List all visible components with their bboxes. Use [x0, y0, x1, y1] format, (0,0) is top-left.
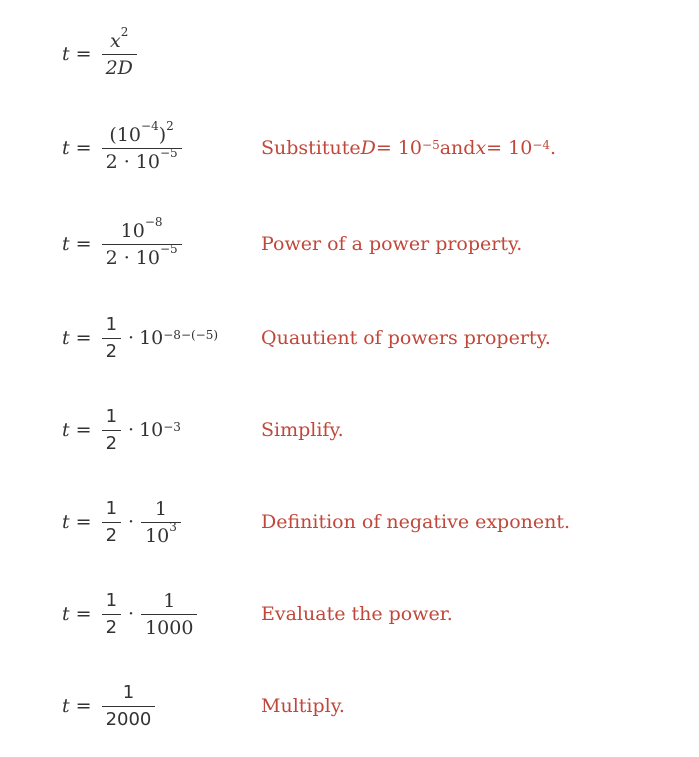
fraction	[102, 315, 121, 362]
multiply-dot: ·	[128, 511, 135, 533]
numerator-base: (10	[109, 123, 142, 146]
equation	[62, 214, 184, 274]
equals-sign: =	[75, 327, 92, 349]
numerator: 1	[154, 497, 168, 520]
exponent: 2	[120, 25, 129, 40]
step-row	[0, 492, 699, 552]
denominator-base: 10	[145, 524, 170, 547]
fraction	[102, 119, 182, 173]
step-row	[0, 676, 699, 736]
lhs-variable: t	[62, 419, 70, 441]
equation	[62, 118, 184, 178]
lhs-variable: t	[62, 233, 70, 255]
step-explanation: Definition of negative exponent.	[261, 511, 571, 533]
power-base: 10	[139, 327, 164, 349]
fraction	[102, 407, 121, 454]
note-text: Substitute	[261, 137, 361, 159]
lhs-variable: t	[62, 327, 70, 349]
exponent: 3	[169, 520, 177, 535]
denominator-base: 2 · 10	[105, 150, 160, 173]
fraction	[102, 25, 137, 79]
fraction	[141, 591, 197, 638]
exponent: −5	[159, 146, 178, 161]
numerator: 1	[163, 589, 176, 612]
denominator: 2D	[102, 54, 137, 78]
step-explanation: Quautient of powers property.	[261, 327, 551, 349]
close-paren: )	[158, 123, 167, 146]
step-row	[0, 214, 699, 274]
step-row	[0, 308, 699, 368]
denominator: 2	[102, 430, 121, 454]
numerator: 1	[105, 405, 118, 427]
equals-sign: =	[75, 137, 92, 159]
exponent: −5	[159, 242, 178, 257]
multiply-dot: ·	[128, 419, 135, 441]
denominator: 2	[102, 338, 121, 362]
note-text: and	[439, 137, 476, 159]
numerator: 1	[105, 313, 118, 335]
lhs-variable: t	[62, 695, 70, 717]
fraction	[102, 591, 121, 638]
note-variable: D	[360, 137, 376, 159]
numerator: 1	[105, 589, 118, 611]
fraction	[102, 499, 121, 546]
numerator	[106, 25, 132, 54]
lhs-variable: t	[62, 137, 70, 159]
numerator	[117, 215, 167, 244]
denominator-base: 2 · 10	[105, 246, 160, 269]
step-row	[0, 24, 699, 84]
equals-sign: =	[75, 511, 92, 533]
denominator: 2000	[102, 706, 156, 730]
equals-sign: =	[75, 43, 92, 65]
equals-sign: =	[75, 419, 92, 441]
numerator-variable: x	[110, 29, 121, 52]
exponent: −8	[144, 215, 163, 230]
step-explanation: Power of a power property.	[261, 233, 523, 255]
multiply-dot: ·	[128, 603, 135, 625]
power-base: 10	[139, 419, 164, 441]
lhs-variable: t	[62, 603, 70, 625]
equation	[62, 676, 157, 736]
lhs-variable: t	[62, 43, 70, 65]
denominator	[141, 522, 181, 546]
outer-exponent: 2	[166, 119, 174, 134]
step-explanation: Evaluate the power.	[261, 603, 453, 625]
note-variable: x	[475, 137, 487, 159]
step-explanation: Multiply.	[261, 695, 345, 717]
fraction	[141, 499, 181, 546]
equation: t = $\frac{1}{2}$ · 10 $^{-8-(-5)}$	[62, 313, 219, 362]
multiply-dot: ·	[128, 327, 135, 349]
denominator	[102, 244, 182, 268]
equation	[62, 492, 183, 552]
step-row	[0, 400, 699, 460]
inner-exponent: −4	[141, 119, 159, 134]
denominator: 2	[102, 614, 121, 638]
numerator: 1	[105, 497, 118, 519]
fraction	[102, 683, 156, 730]
denominator: 2	[102, 522, 121, 546]
step-row	[0, 584, 699, 644]
step-row	[0, 118, 699, 178]
numerator-base: 10	[120, 219, 145, 242]
denominator: 1000	[141, 614, 197, 638]
note-text: .	[550, 137, 557, 159]
equals-sign: =	[75, 603, 92, 625]
equation	[62, 24, 139, 84]
fraction	[102, 215, 182, 269]
equals-sign: =	[75, 695, 92, 717]
equals-sign: =	[75, 233, 92, 255]
equation: t = $\frac{1}{2}$ · 10 $^{-3}$	[62, 405, 181, 454]
note-text: = 10	[486, 137, 533, 159]
step-explanation: Simplify.	[261, 419, 344, 441]
step-explanation: Substitute D = 10 $^{-5}$ and x = 10 $^{-4}$ .	[261, 137, 557, 159]
denominator	[102, 148, 182, 172]
numerator	[105, 119, 177, 148]
lhs-variable: t	[62, 511, 70, 533]
numerator: 1	[122, 681, 135, 703]
equation	[62, 584, 199, 644]
note-text: = 10	[375, 137, 423, 159]
